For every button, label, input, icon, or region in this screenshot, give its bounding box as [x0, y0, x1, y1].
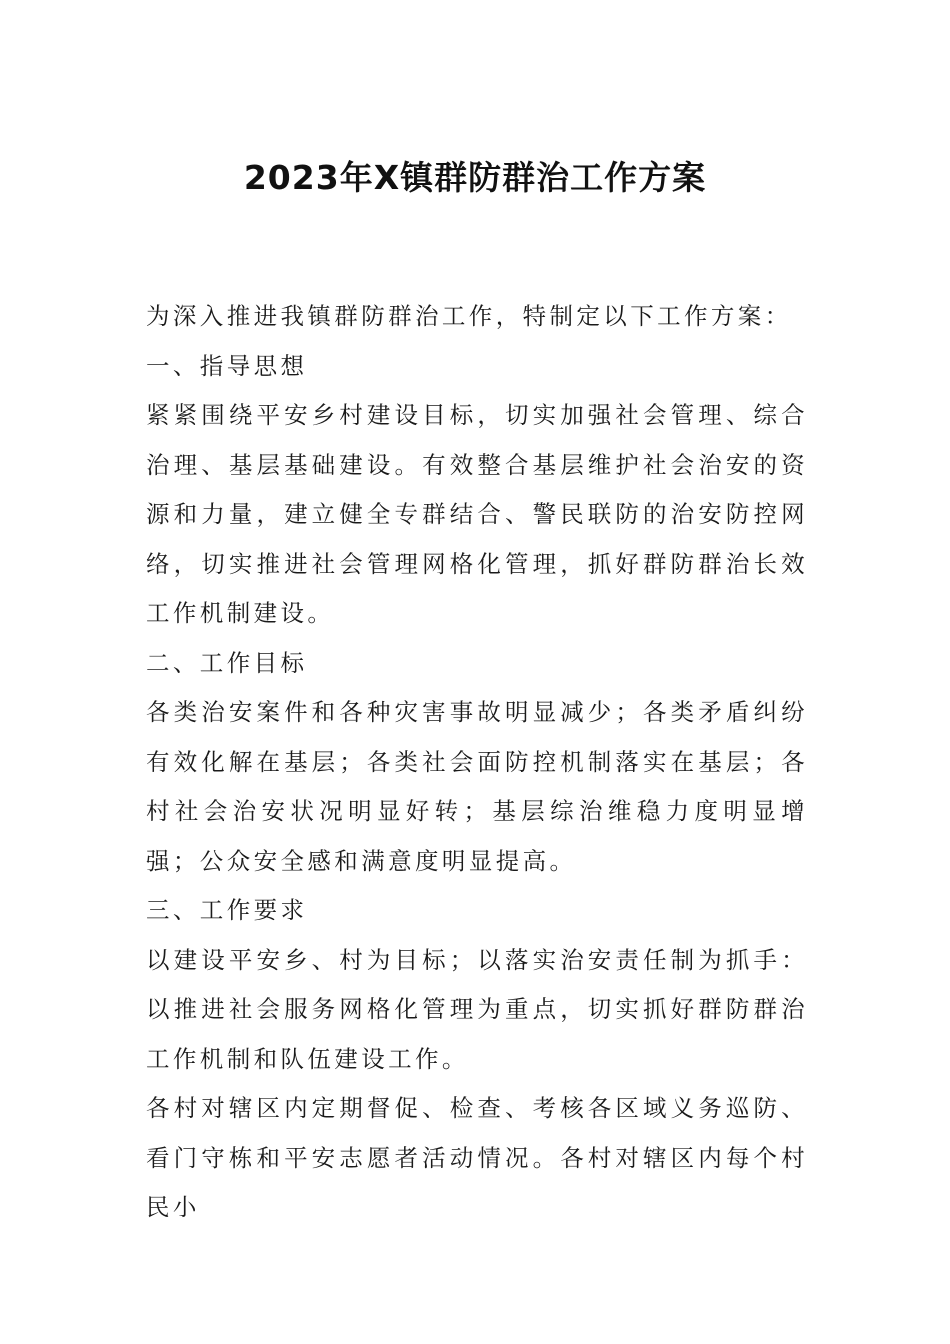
work-requirements-paragraph: 以建设平安乡、村为目标；以落实治安责任制为抓手：以推进社会服务网格化管理为重点，切实抓好群防群治工作机制和队伍建设工作。 — [146, 945, 808, 1073]
guiding-ideology-paragraph: 紧紧围绕平安乡村建设目标，切实加强社会管理、综合治理、基层基础建设。有效整合基层维护社会治安的资源和力量，建立健全专群结合、警民联防的治安防控网络，切实推进社会管理网格化管理，抓好群防群治长效工作机制建设。 — [146, 401, 808, 627]
section-heading-guiding-ideology: 一、指导思想 — [146, 351, 308, 380]
document-body — [146, 292, 808, 1233]
document-title: 2023年X镇群防群治工作方案 — [243, 158, 707, 197]
work-goals-paragraph: 各类治安案件和各种灾害事故明显减少；各类矛盾纠纷有效化解在基层；各类社会面防控机制落实在基层；各村社会治安状况明显好转；基层综治维稳力度明显增强；公众安全感和满意度明显提高。 — [146, 698, 808, 875]
intro-paragraph: 为深入推进我镇群防群治工作，特制定以下工作方案： — [146, 302, 792, 330]
village-inspection-paragraph: 各村对辖区内定期督促、检查、考核各区域义务巡防、看门守栋和平安志愿者活动情况。各村对辖区内每个村民小 — [146, 1094, 808, 1221]
section-heading-work-requirements: 三、工作要求 — [146, 896, 308, 924]
section-heading-work-goals: 二、工作目标 — [146, 648, 308, 677]
